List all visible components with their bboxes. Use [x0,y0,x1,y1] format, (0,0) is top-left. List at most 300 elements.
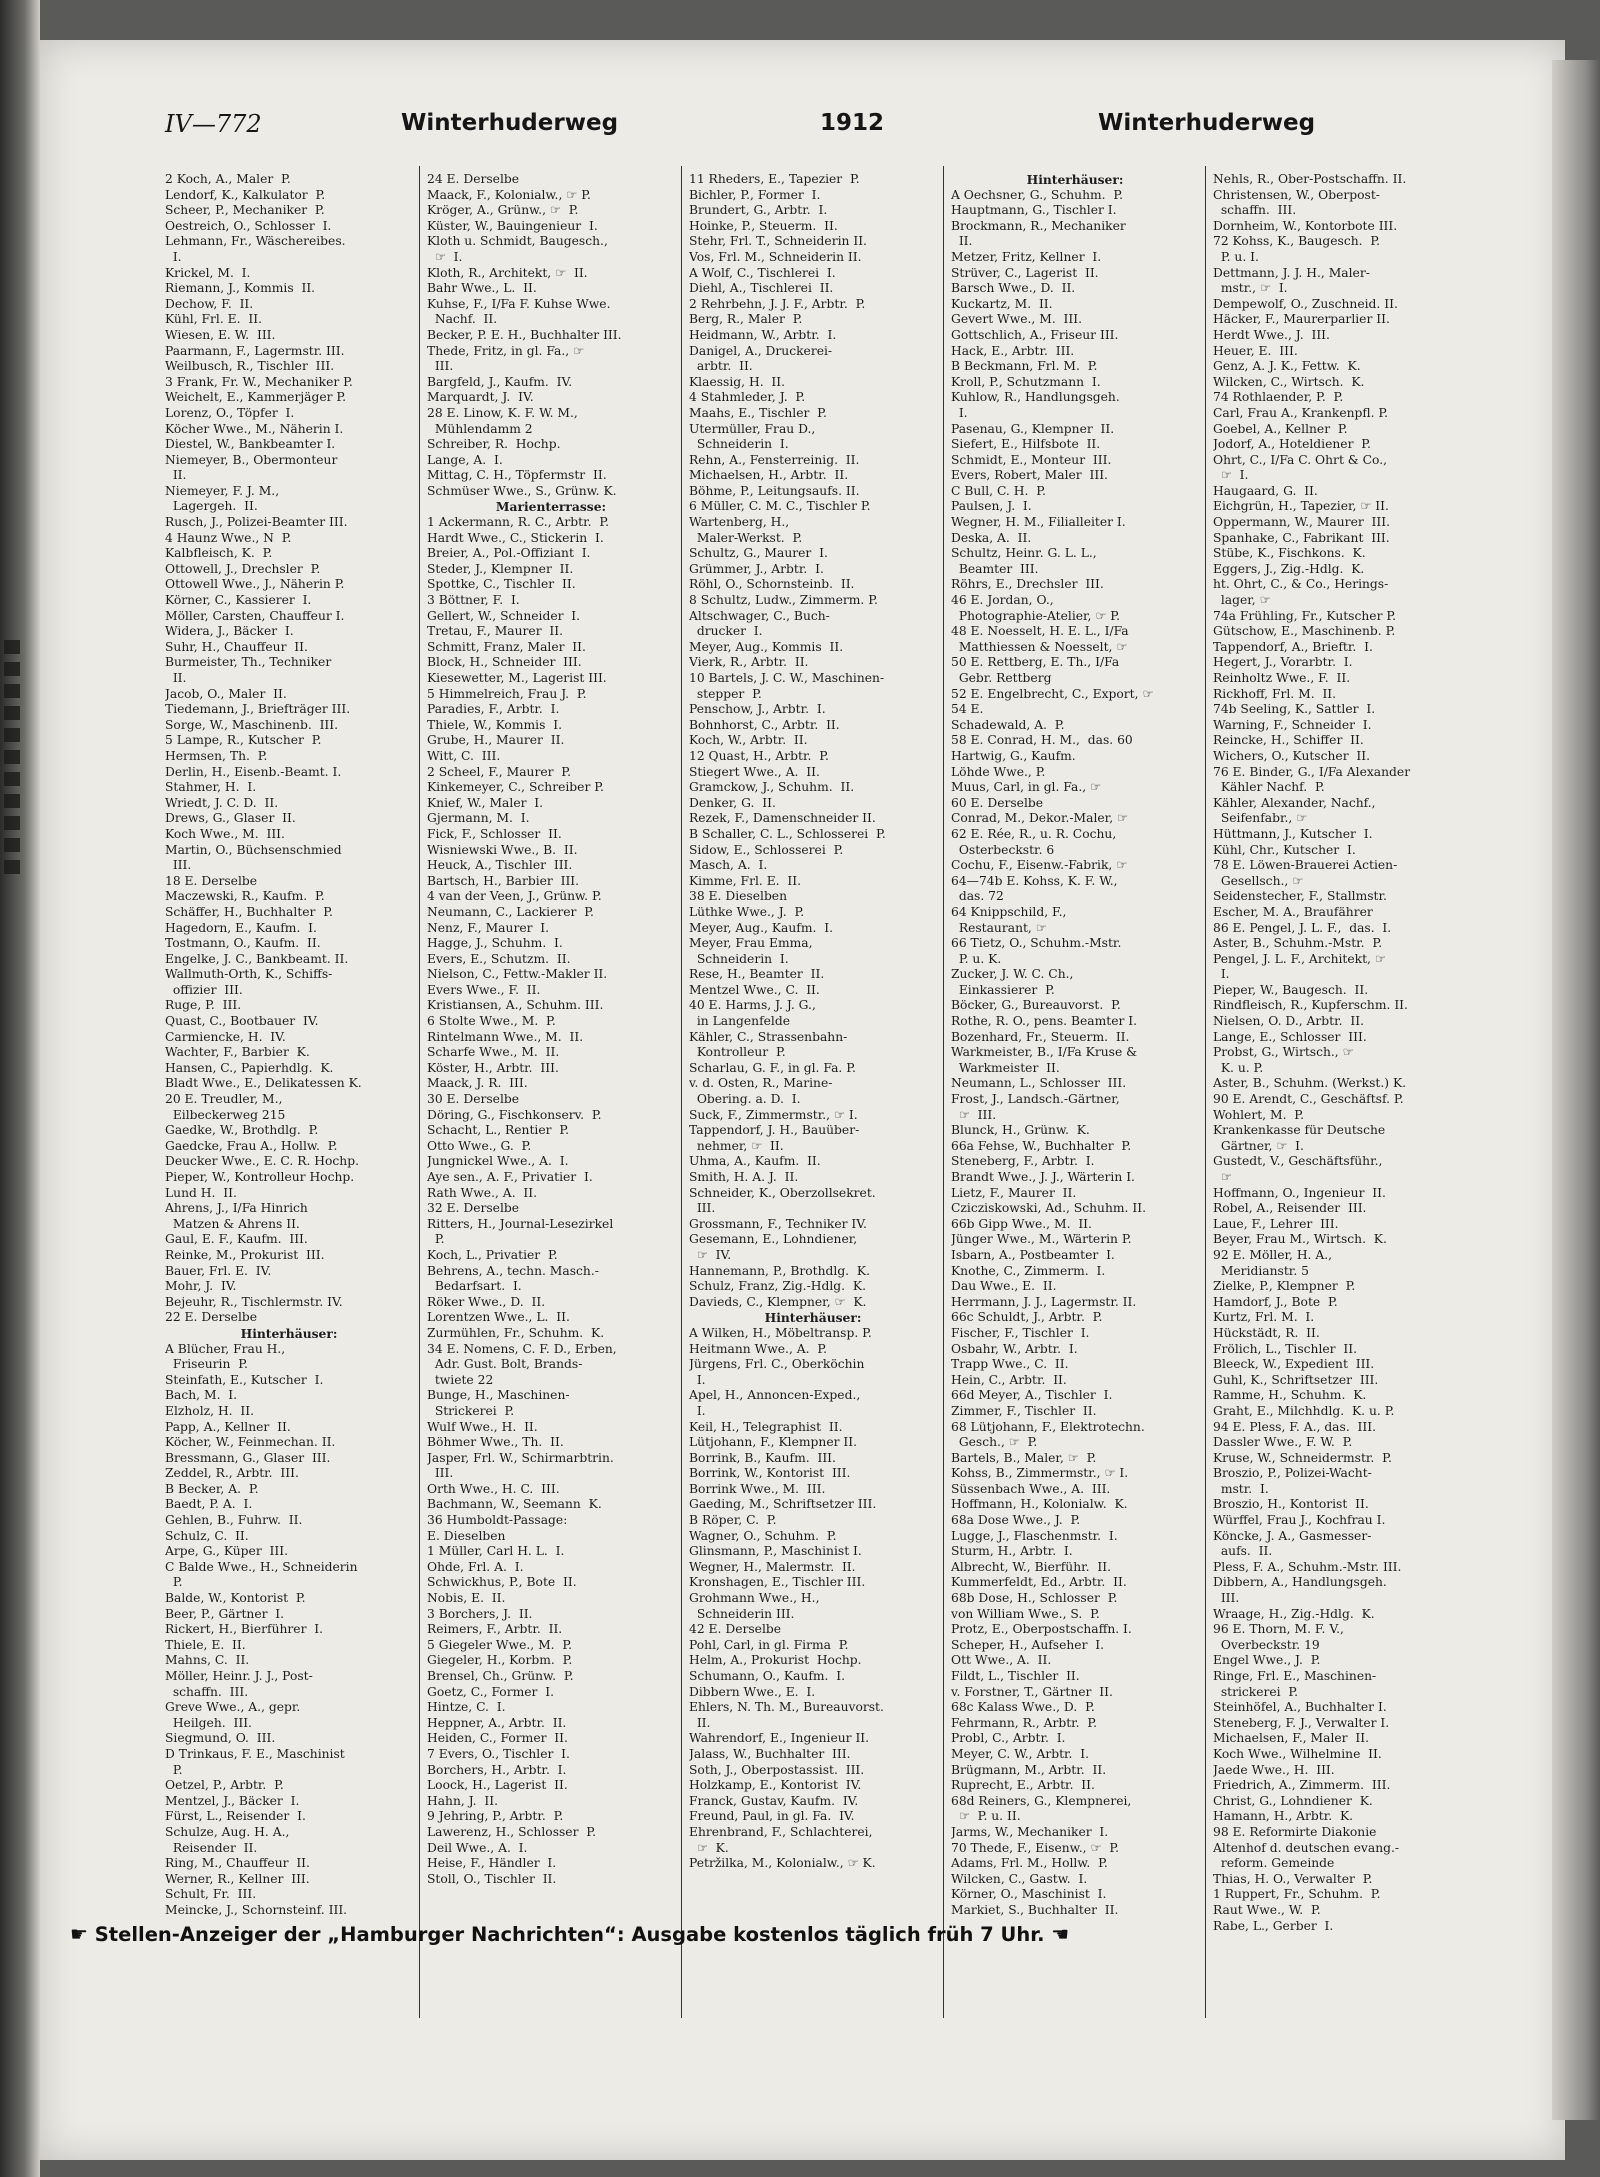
directory-entry: Borrink, W., Kontorist III. [689,1466,851,1481]
directory-entry: 66c Schuldt, J., Arbtr. P. [951,1310,1103,1325]
directory-entry: Hoinke, P., Steuerm. II. [689,218,838,233]
directory-entry: E. Dieselben [427,1528,506,1543]
directory-entry: Deska, A. II. [951,530,1032,545]
directory-entry: 20 E. Treudler, M., [165,1092,283,1107]
directory-entry: Fildt, L., Tischler II. [951,1669,1080,1683]
directory-entry: Scharfe Wwe., M. II. [427,1045,560,1060]
directory-entry: Hahn, J. II. [427,1793,499,1808]
directory-entry: Paulsen, J. I. [951,499,1032,514]
directory-entry: Maahs, E., Tischler P. [689,405,827,420]
directory-entry: Schwickhus, P., Bote II. [427,1575,577,1590]
directory-entry: Rese, H., Beamter II. [689,967,825,982]
directory-entry: 4 Haunz Wwe., N P. [165,530,292,545]
directory-entry: Meyer, Frau Emma, [689,936,813,951]
directory-entry: 7 Evers, O., Tischler I. [427,1746,570,1761]
directory-entry: Wiesen, E. W. III. [165,327,276,342]
directory-entry: Röker Wwe., D. II. [427,1294,546,1309]
directory-entry: 74b Seeling, K., Sattler I. [1213,702,1376,717]
directory-entry: Hagedorn, E., Kaufm. I. [165,920,317,935]
directory-entry: 1 Ackermann, R. C., Arbtr. P. [427,515,610,530]
directory-entry: Thede, Fritz, in gl. Fa., ☞ [427,343,585,358]
directory-entry: Brundert, G., Arbtr. I. [689,203,828,218]
directory-entry: Vos, Frl. M., Schneiderin II. [689,249,862,264]
directory-entry: 68a Dose Wwe., J. P. [951,1513,1081,1528]
directory-entry: Seidenstecher, F., Stallmstr. [1213,889,1387,904]
spine-marking [4,640,20,880]
directory-entry: Nachf. II. [427,312,498,327]
directory-entry: Seifenfabr., ☞ [1213,811,1308,826]
directory-entry: Grümmer, J., Arbtr. I. [689,561,824,576]
directory-entry: Ohrt, C., I/Fa C. Ohrt & Co., [1213,452,1388,467]
directory-entry: Blunck, H., Grünw. K. [951,1123,1090,1138]
directory-entry: Friedrich, A., Zimmerm. III. [1213,1778,1391,1793]
directory-entry: 76 E. Binder, G., I/Fa Alexander [1213,764,1411,779]
directory-entry: Bladt Wwe., E., Delikatessen K. [165,1076,362,1091]
directory-entry: Meyer, Aug., Kommis II. [689,639,844,654]
directory-entry: Beamter III. [951,561,1039,576]
directory-entry: Schreiber, R. Hochp. [427,437,561,452]
directory-entry: Aster, B., Schuhm.-Mstr. P. [1213,936,1383,951]
directory-entry: Adr. Gust. Bolt, Brands- [427,1357,583,1372]
directory-entry: 2 Rehrbehn, J. J. F., Arbtr. P. [689,296,866,311]
directory-entry: Wachter, F., Barbier K. [165,1045,310,1060]
directory-entry: Bohnhorst, C., Arbtr. II. [689,717,840,732]
directory-entry: Rabe, L., Gerber I. [1213,1918,1334,1933]
directory-entry: Mentzel Wwe., C. II. [689,982,820,997]
directory-entry: Röhl, O., Schornsteinb. II. [689,577,855,592]
directory-entry: Ehrenbrand, F., Schlachterei, [689,1824,873,1839]
directory-entry: Hauptmann, G., Tischler I. [951,203,1117,218]
directory-entry: Nehls, R., Ober-Postschaffn. II. [1213,172,1407,186]
directory-entry: Hegert, J., Vorarbtr. I. [1213,655,1353,670]
directory-entry: Graht, E., Milchhdlg. K. u. P. [1213,1403,1395,1418]
directory-entry: Reincke, H., Schiffer II. [1213,733,1364,748]
advertisement-footer [70,1922,1270,1946]
directory-entry: Nielsen, O. D., Arbtr. II. [1213,1014,1365,1029]
directory-entry: 68c Kalass Wwe., D. P. [951,1700,1095,1715]
directory-entry: Ahrens, J., I/Fa Hinrich [165,1201,308,1216]
directory-entry: Süssenbach Wwe., A. III. [951,1481,1111,1496]
directory-entry: Ott Wwe., A. II. [951,1653,1052,1668]
directory-entry: 72 Kohss, K., Baugesch. P. [1213,234,1381,249]
directory-entry: Kroll, P., Schutzmann I. [951,374,1101,389]
directory-entry: Elzholz, H. II. [165,1403,255,1418]
directory-entry: Schmüser Wwe., S., Grünw. K. [427,483,617,498]
directory-entry: in Langenfelde [689,1014,790,1029]
directory-entry: Fick, F., Schlosser II. [427,826,562,841]
directory-entry: Danigel, A., Druckerei- [689,343,833,358]
directory-column-1 [165,172,413,1919]
directory-entry: Rothe, R. O., pens. Beamter I. [951,1014,1138,1029]
directory-entry: Schneiderin I. [689,437,789,452]
directory-entry: Kristiansen, A., Schuhm. III. [427,998,604,1013]
directory-column-3 [689,172,937,1872]
directory-entry: Penschow, J., Arbtr. I. [689,702,826,717]
directory-entry: Hansen, C., Papierhdlg. K. [165,1060,334,1075]
directory-entry: Reinholtz Wwe., F. II. [1213,671,1351,685]
directory-entry: Otto Wwe., G. P. [427,1138,532,1153]
directory-entry: Stiegert Wwe., A. II. [689,764,820,779]
directory-entry: Bichler, P., Former I. [689,187,821,202]
directory-entry: Muus, Carl, in gl. Fa., ☞ [951,780,1102,795]
directory-entry: A Wilken, H., Möbeltransp. P. [689,1325,872,1340]
directory-entry: Kimme, Frl. E. II. [689,873,802,888]
directory-entry: Scharlau, G. F., in gl. Fa. P. [689,1060,856,1075]
directory-entry: 68 Lütjohann, F., Elektrotechn. [951,1419,1145,1434]
directory-entry: Baedt, P. A. I. [165,1497,253,1512]
directory-entry: 8 Schultz, Ludw., Zimmerm. P. [689,593,878,608]
directory-entry: offizier III. [165,982,243,997]
year: 1912 [820,110,885,136]
directory-entry: Kuhlow, R., Handlungsgeh. [951,390,1120,405]
directory-entry: 94 E. Pless, F. A., das. III. [1213,1419,1377,1434]
directory-entry: Bahr Wwe., L. II. [427,281,537,296]
directory-entry: reform. Gemeinde [1213,1856,1335,1871]
directory-entry: Dibbern Wwe., E. I. [689,1684,816,1699]
directory-entry: Neumann, C., Lackierer P. [427,904,594,919]
directory-entry: 62 E. Rée, R., u. R. Cochu, [951,826,1117,841]
directory-entry: Drews, G., Glaser II. [165,811,296,826]
directory-entry: Strüver, C., Lagerist II. [951,265,1099,280]
street-name-left: Winterhuderweg [401,110,619,136]
directory-entry: ☞ I. [1213,468,1249,483]
directory-entry: Beyer, Frau M., Wirtsch. K. [1213,1232,1387,1247]
directory-entry: Schneider, K., Oberzollsekret. [689,1185,876,1200]
directory-entry: mstr. I. [1213,1481,1269,1496]
directory-entry: Schmitt, Franz, Maler II. [427,639,586,654]
directory-entry: Gehlen, B., Fuhrw. II. [165,1513,303,1528]
directory-entry: Gellert, W., Schneider I. [427,608,581,623]
directory-entry: ☞ P. u. II. [951,1809,1021,1824]
directory-entry: Raut Wwe., W. P. [1213,1902,1321,1917]
directory-entry: Fischer, F., Tischler I. [951,1325,1090,1340]
directory-entry: Ehlers, N. Th. M., Bureauvorst. [689,1700,884,1715]
directory-entry: Grossmann, F., Techniker IV. [689,1216,867,1231]
directory-entry: Siegmund, O. III. [165,1731,276,1746]
directory-entry: Kähler, Alexander, Nachf., [1213,795,1376,810]
directory-entry: Oetzel, P., Arbtr. P. [165,1778,284,1793]
directory-entry: ☞ K. [689,1840,729,1855]
directory-entry: Lendorf, K., Kalkulator P. [165,187,326,202]
directory-entry: Jarms, W., Mechaniker I. [951,1824,1109,1839]
directory-entry: Papp, A., Kellner II. [165,1419,291,1434]
directory-entry: B Röper, C. P. [689,1513,777,1528]
directory-entry: Bejeuhr, R., Tischlermstr. IV. [165,1294,343,1309]
directory-entry: Gebr. Rettberg [951,671,1052,685]
directory-entry: Kummerfeldt, Ed., Arbtr. II. [951,1575,1127,1590]
directory-entry: Berg, R., Maler P. [689,312,803,327]
directory-entry: 86 E. Pengel, J. L. F., das. I. [1213,920,1392,935]
directory-entry: Knothe, C., Zimmerm. I. [951,1263,1106,1278]
directory-entry: Gevert Wwe., M. III. [951,312,1083,327]
section-heading: Hinterhäuser: [1026,172,1124,187]
directory-entry: Scheper, H., Aufseher I. [951,1637,1105,1652]
directory-entry: I. [689,1403,706,1418]
directory-entry: 58 E. Conrad, H. M., das. 60 [951,733,1133,748]
directory-entry: 24 E. Derselbe [427,172,520,186]
directory-entry: Kühl, Frl. E. II. [165,312,262,327]
directory-entry: Thias, H. O., Verwalter P. [1213,1871,1373,1886]
directory-entry: Lütjohann, F., Klempner II. [689,1435,858,1450]
directory-entry: Matzen & Ahrens II. [165,1216,300,1231]
directory-entry: strickerei P. [1213,1684,1299,1699]
directory-entry: Heilgeh. III. [165,1715,252,1730]
directory-entry: Suck, F., Zimmermstr., ☞ I. [689,1107,858,1122]
directory-entry: Brockmann, R., Mechaniker [951,218,1126,233]
directory-entry: Gärtner, ☞ I. [1213,1138,1304,1153]
directory-entry: Overbeckstr. 19 [1213,1637,1320,1652]
directory-entry: Adams, Frl. M., Hollw. P. [951,1856,1108,1871]
directory-entry: das. 72 [951,889,1004,904]
directory-entry: Mohr, J. IV. [165,1279,237,1294]
directory-entry: Paradies, F., Arbtr. I. [427,702,560,717]
directory-entry: Franck, Gustav, Kaufm. IV. [689,1793,859,1808]
directory-entry: Knief, W., Maler I. [427,795,544,810]
directory-entry: Reimers, F., Arbtr. II. [427,1622,563,1637]
directory-entry: Heuer, E. III. [1213,343,1298,358]
directory-entry: Gesch., ☞ P. [951,1435,1038,1450]
directory-entry: 6 Stolte Wwe., M. P. [427,1014,556,1029]
directory-entry: Jacob, O., Maler II. [165,686,287,701]
directory-entry: 38 E. Dieselben [689,889,788,904]
directory-entry: Probl, C., Arbtr. I. [951,1731,1066,1746]
directory-entry: Kiesewetter, M., Lagerist III. [427,671,607,685]
directory-entry: Bartsch, H., Barbier III. [427,873,580,888]
directory-entry: Zielke, P., Klempner P. [1213,1279,1356,1294]
directory-entry: Jodorf, A., Hoteldiener P. [1213,437,1371,452]
directory-entry: Hardt Wwe., C., Stickerin I. [427,530,604,545]
directory-entry: C Balde Wwe., H., Schneiderin [165,1559,358,1574]
pointing-hand-left-icon: ☛ [70,1922,88,1946]
directory-entry: Lietz, F., Maurer II. [951,1185,1077,1200]
directory-entry: Rindfleisch, R., Kupferschm. II. [1213,998,1408,1013]
directory-entry: Wohlert, M. P. [1213,1107,1304,1122]
directory-entry: Martin, O., Büchsenschmied [165,842,342,857]
directory-entry: Protz, E., Oberpostschaffn. I. [951,1622,1132,1637]
directory-entry: Davieds, C., Klempner, ☞ K. [689,1294,867,1309]
directory-entry: Laue, F., Lehrer III. [1213,1216,1339,1231]
directory-entry: 64 Knippschild, F., [951,904,1067,919]
directory-entry: Giegeler, H., Korbm. P. [427,1653,573,1668]
directory-entry: Pengel, J. L. F., Architekt, ☞ [1213,951,1386,966]
directory-entry: 5 Giegeler Wwe., M. P. [427,1637,573,1652]
directory-entry: ☞ [1213,1170,1232,1184]
directory-entry: Wegner, H., Malermstr. II. [689,1559,856,1574]
directory-entry: Dassler Wwe., F. W. P. [1213,1435,1353,1450]
directory-entry: Aster, B., Schuhm. (Werkst.) K. [1213,1076,1407,1091]
directory-entry: Ruprecht, E., Arbtr. II. [951,1778,1095,1793]
column-divider [681,166,682,2018]
directory-entry: Eilbeckerweg 215 [165,1107,286,1122]
directory-entry: Meyer, C. W., Arbtr. I. [951,1746,1090,1761]
directory-entry: 98 E. Reformirte Diakonie [1213,1824,1377,1839]
directory-entry: Heise, F., Händler I. [427,1856,557,1871]
directory-entry: ht. Ohrt, C., & Co., Herings- [1213,577,1389,592]
directory-entry: Restaurant, ☞ [951,920,1047,935]
directory-entry: Altenhof d. deutschen evang.- [1213,1840,1400,1855]
directory-entry: Klaessig, H. II. [689,374,786,389]
directory-entry: D Trinkaus, F. E., Maschinist [165,1746,345,1761]
section-heading: Hinterhäuser: [764,1310,862,1326]
directory-entry: ☞ III. [951,1107,997,1122]
directory-entry: Stahmer, H. I. [165,780,257,795]
directory-entry: Mittag, C. H., Töpfermstr II. [427,468,607,483]
directory-entry: Behrens, A., techn. Masch.- [427,1263,599,1278]
directory-entry: Lange, E., Schlosser III. [1213,1029,1367,1044]
directory-entry: ☞ I. [427,249,463,264]
directory-entry: Schmidt, E., Monteur III. [951,452,1112,467]
directory-entry: Carl, Frau A., Krankenpfl. P. [1213,405,1389,420]
directory-entry: Deucker Wwe., E. C. R. Hochp. [165,1154,360,1169]
directory-entry: Oppermann, W., Maurer III. [1213,515,1391,530]
directory-entry: Czicziskowski, Ad., Schuhm. II. [951,1201,1146,1216]
directory-entry: Steder, J., Klempner II. [427,561,574,576]
directory-entry: arbtr. II. [689,359,753,374]
directory-entry: Krankenkasse für Deutsche [1213,1123,1386,1138]
directory-entry: 18 E. Derselbe [165,873,258,888]
directory-entry: Markiet, S., Buchhalter II. [951,1902,1119,1917]
directory-entry: Lüthke Wwe., J. P. [689,904,805,919]
directory-entry: Steinhöfel, A., Buchhalter I. [1213,1700,1387,1715]
directory-entry: Trapp Wwe., C. II. [951,1357,1069,1372]
directory-entry: Rickert, H., Bierführer I. [165,1622,324,1637]
directory-entry: nehmer, ☞ II. [689,1138,784,1153]
directory-entry: K. u. P. [1213,1060,1264,1075]
directory-entry: Wulf Wwe., H. II. [427,1419,538,1434]
directory-entry: Meridianstr. 5 [1213,1263,1309,1278]
directory-entry: Bressmann, G., Glaser III. [165,1450,331,1465]
directory-entry: 6 Müller, C. M. C., Tischler P. [689,499,871,514]
directory-entry: Herdt Wwe., J. III. [1213,327,1330,342]
directory-entry: Albrecht, W., Bierführ. II. [951,1559,1112,1574]
directory-entry: Wisniewski Wwe., B. II. [427,842,578,857]
directory-entry: twiete 22 [427,1372,494,1387]
directory-entry: 66d Meyer, A., Tischler I. [951,1388,1113,1403]
directory-entry: Bauer, Frl. E. IV. [165,1263,272,1278]
directory-entry: Balde, W., Kontorist P. [165,1591,306,1606]
directory-entry: Maczewski, R., Kaufm. P. [165,889,325,904]
directory-entry: Böcker, G., Bureauvorst. P. [951,998,1121,1013]
directory-entry: Michaelsen, F., Maler II. [1213,1731,1369,1746]
directory-entry: Sturm, H., Arbtr. I. [951,1544,1073,1559]
directory-entry: P. [427,1232,445,1247]
directory-entry: Gesellsch., ☞ [1213,873,1304,888]
directory-entry: B Schaller, C. L., Schlosserei P. [689,826,886,841]
directory-entry: Rath Wwe., A. II. [427,1185,538,1200]
directory-entry: Dau Wwe., E. II. [951,1279,1057,1294]
directory-entry: 5 Lampe, R., Kutscher P. [165,733,322,748]
directory-entry: Gaedke, W., Brothdlg. P. [165,1123,319,1138]
directory-entry: Kuckartz, M. II. [951,296,1053,311]
directory-entry: III. [1213,1591,1240,1606]
directory-entry: Tiedemann, J., Briefträger III. [165,702,351,717]
directory-entry: Kuhse, F., I/Fa F. Kuhse Wwe. [427,296,611,311]
directory-entry: Lorenz, O., Töpfer I. [165,405,295,420]
directory-entry: Schäffer, H., Buchhalter P. [165,904,333,919]
directory-entry: Koch, W., Arbtr. II. [689,733,808,748]
directory-entry: Quast, C., Bootbauer IV. [165,1014,319,1029]
directory-entry: Rintelmann Wwe., M. II. [427,1029,584,1044]
directory-entry: Stübe, K., Fischkons. K. [1213,546,1366,561]
directory-entry: Holzkamp, E., Kontorist IV. [689,1778,862,1793]
directory-entry: drucker I. [689,624,763,639]
section-heading: Marienterrasse: [495,499,607,515]
directory-entry: von William Wwe., S. P. [951,1606,1100,1621]
directory-entry: Becker, P. E. H., Buchhalter III. [427,327,622,342]
directory-entry: Riemann, J., Kommis II. [165,281,316,296]
directory-entry: Gjermann, M. I. [427,811,530,826]
directory-entry: Broszio, H., Kontorist II. [1213,1497,1369,1512]
directory-entry: Hartwig, G., Kaufm. [951,748,1076,763]
directory-entry: Nenz, F., Maurer I. [427,920,550,935]
directory-entry: Tretau, F., Maurer II. [427,624,564,639]
directory-entry: ☞ IV. [689,1247,732,1262]
directory-entry: Wegner, H. M., Filialleiter I. [951,515,1126,530]
directory-entry: 10 Bartels, J. C. W., Maschinen- [689,671,885,685]
directory-entry: Ottowell Wwe., J., Näherin P. [165,577,345,592]
page-number: IV—772 [165,110,262,138]
directory-entry: Loock, H., Lagerist II. [427,1778,568,1793]
directory-entry: Deil Wwe., A. I. [427,1840,528,1855]
directory-entry: Spanhake, C., Fabrikant III. [1213,530,1390,545]
directory-entry: Mentzel, J., Bäcker I. [165,1793,300,1808]
directory-entry: 32 E. Derselbe [427,1201,520,1216]
directory-entry: Zeddel, R., Arbtr. III. [165,1466,299,1481]
directory-entry: aufs. II. [1213,1544,1273,1559]
directory-entry: Zurmühlen, Fr., Schuhm. K. [427,1325,605,1340]
directory-entry: Körner, O., Maschinist I. [951,1887,1107,1902]
directory-entry: Borchers, H., Arbtr. I. [427,1762,567,1777]
directory-entry: Barsch Wwe., D. II. [951,281,1076,296]
directory-entry: Küster, W., Bauingenieur I. [427,218,598,233]
directory-entry: 52 E. Engelbrecht, C., Export, ☞ [951,686,1154,701]
directory-entry: Maler-Werkst. P. [689,530,803,545]
directory-entry: Schumann, O., Kaufm. I. [689,1669,846,1683]
directory-entry: Maack, J. R. III. [427,1076,528,1091]
directory-entry: Christensen, W., Oberpost- [1213,187,1380,202]
directory-column-5 [1213,172,1461,1934]
directory-entry: stepper P. [689,686,762,701]
directory-entry: Kontrolleur P. [689,1045,786,1060]
directory-entry: Dettmann, J. J. H., Maler- [1213,265,1370,280]
column-divider [419,166,420,2018]
directory-entry: 66 Tietz, O., Schuhm.-Mstr. [951,936,1122,951]
directory-entry: 2 Scheel, F., Maurer P. [427,764,571,779]
directory-entry: Haugaard, G. II. [1213,483,1318,498]
directory-entry: Jungnickel Wwe., A. I. [427,1154,569,1169]
directory-entry: II. [165,468,187,483]
directory-entry: Hamann, H., Arbtr. K. [1213,1809,1354,1824]
directory-entry: Broszio, P., Polizei-Wacht- [1213,1466,1372,1481]
directory-entry: Wilcken, C., Wirtsch. K. [1213,374,1365,389]
directory-entry: Döring, G., Fischkonserv. P. [427,1107,602,1122]
directory-entry: Gesemann, E., Lohndiener, [689,1232,858,1247]
directory-entry: 22 E. Derselbe [165,1310,258,1325]
directory-entry: Köcher Wwe., M., Näherin I. [165,421,344,436]
directory-entry: Gottschlich, A., Friseur III. [951,327,1119,342]
directory-column-2 [427,172,675,1887]
directory-entry: Kühl, Chr., Kutscher I. [1213,842,1356,857]
directory-entry: Hannemann, P., Brothdlg. K. [689,1263,871,1278]
directory-entry: Löhde Wwe., P. [951,764,1046,779]
directory-entry: Aye sen., A. F., Privatier I. [427,1170,593,1184]
directory-entry: Tappendorf, J. H., Bauüber- [689,1123,860,1138]
directory-entry: Ottowell, J., Drechsler P. [165,561,321,576]
directory-entry: Pasenau, G., Klempner II. [951,421,1115,436]
directory-entry: A Oechsner, G., Schuhm. P. [951,187,1124,202]
directory-entry: I. [165,249,182,264]
directory-entry: Lagergeh. II. [165,499,258,514]
